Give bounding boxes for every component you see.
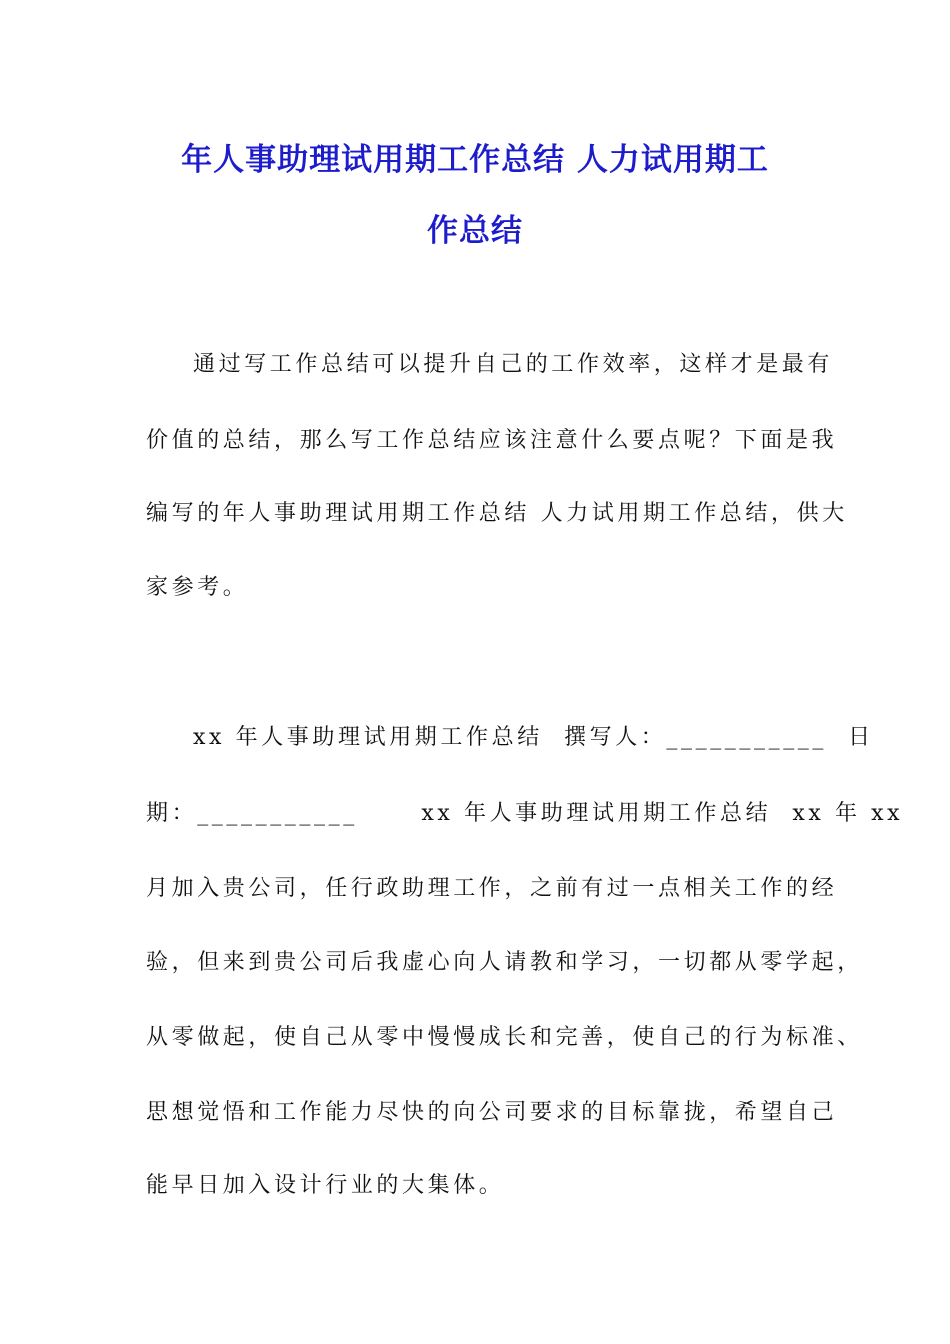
- body-line: 月加入贵公司，任行政助理工作，之前有过一点相关工作的经: [146, 876, 838, 901]
- body-line: 期：___________ xx 年人事助理试用期工作总结 xx 年 xx: [146, 801, 904, 826]
- body-line: 能早日加入设计行业的大集体。: [146, 1173, 505, 1198]
- body-line: 从零做起，使自己从零中慢慢成长和完善，使自己的行为标准、: [146, 1025, 863, 1050]
- intro-line: 通过写工作总结可以提升自己的工作效率，这样才是最有: [193, 352, 834, 377]
- intro-line: 家参考。: [146, 575, 249, 600]
- body-line: 思想觉悟和工作能力尽快的向公司要求的目标靠拢，希望自己: [146, 1100, 838, 1125]
- document-title-line-2: 作总结: [427, 213, 523, 249]
- body-line: xx 年人事助理试用期工作总结 撰写人：___________ 日: [193, 725, 874, 750]
- document-title-line-1: 年人事助理试用期工作总结 人力试用期工: [181, 142, 769, 178]
- intro-line: 编写的年人事助理试用期工作总结 人力试用期工作总结，供大: [146, 501, 848, 526]
- intro-line: 价值的总结，那么写工作总结应该注意什么要点呢？下面是我: [146, 428, 838, 453]
- body-line: 验，但来到贵公司后我虚心向人请教和学习，一切都从零学起，: [146, 950, 863, 975]
